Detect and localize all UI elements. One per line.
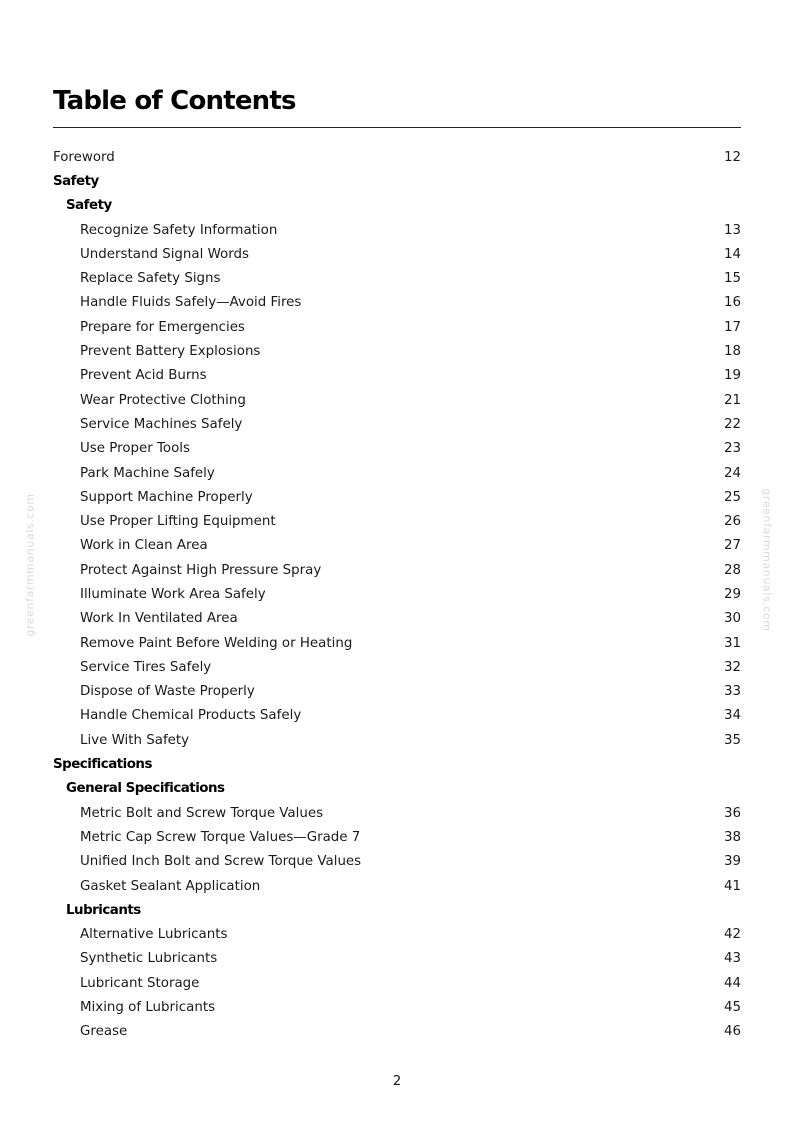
- toc-entry-page-number: 46: [723, 1024, 741, 1040]
- toc-entry[interactable]: [53, 242, 741, 266]
- toc-entry-label: Replace Safety Signs: [80, 271, 221, 287]
- toc-entry-page-number: 18: [723, 344, 741, 360]
- toc-entry-label: Safety: [66, 198, 112, 214]
- toc-entry[interactable]: [53, 485, 741, 509]
- toc-entry-label: Prevent Acid Burns: [80, 368, 207, 384]
- toc-entry[interactable]: [53, 266, 741, 290]
- toc-entry-label: Remove Paint Before Welding or Heating: [80, 635, 353, 651]
- toc-entry-label: Grease: [80, 1024, 128, 1040]
- toc-entry-page-number: 26: [723, 514, 741, 530]
- toc-entry[interactable]: [53, 971, 741, 995]
- toc-entry-page-number: 44: [723, 975, 741, 991]
- toc-entry-page-number: 16: [723, 295, 741, 311]
- toc-entry-label: Live With Safety: [80, 732, 190, 748]
- toc-entry-page-number: 36: [723, 805, 741, 821]
- toc-entry[interactable]: [53, 728, 741, 752]
- toc-entry-page-number: 34: [723, 708, 741, 724]
- toc-entry-label: Wear Protective Clothing: [80, 392, 246, 408]
- toc-entry-page-number: 19: [723, 368, 741, 384]
- toc-entry[interactable]: [53, 558, 741, 582]
- toc-entry[interactable]: [53, 339, 741, 363]
- toc-entry-label: Work in Clean Area: [80, 538, 208, 554]
- toc-entry[interactable]: [53, 850, 741, 874]
- toc-entry-label: Synthetic Lubricants: [80, 951, 218, 967]
- toc-entry[interactable]: [53, 582, 741, 606]
- toc-entry-label: Support Machine Properly: [80, 489, 253, 505]
- toc-entry[interactable]: [53, 995, 741, 1019]
- toc-entry-label: Prevent Battery Explosions: [80, 344, 261, 360]
- toc-entry-label: Foreword: [53, 149, 115, 165]
- toc-entry-page-number: 41: [723, 878, 741, 894]
- toc-entry-label: Lubricants: [66, 902, 141, 918]
- toc-entry-page-number: 30: [723, 611, 741, 627]
- toc-section-heading: [53, 194, 741, 218]
- page-title: Table of Contents: [53, 86, 296, 116]
- toc-entry-page-number: 17: [723, 319, 741, 335]
- toc-entry[interactable]: [53, 412, 741, 436]
- toc-entry[interactable]: [53, 655, 741, 679]
- toc-entry[interactable]: [53, 534, 741, 558]
- toc-entry-label: Alternative Lubricants: [80, 927, 228, 943]
- toc-entry-page-number: 31: [723, 635, 741, 651]
- toc-entry-label: Unified Inch Bolt and Screw Torque Values: [80, 854, 362, 870]
- toc-entry-page-number: 42: [723, 927, 741, 943]
- toc-entry-label: Metric Cap Screw Torque Values—Grade 7: [80, 829, 361, 845]
- toc-entry-label: Handle Fluids Safely—Avoid Fires: [80, 295, 302, 311]
- toc-entry-page-number: 45: [723, 1000, 741, 1016]
- toc-entry[interactable]: [53, 461, 741, 485]
- table-of-contents: [53, 145, 741, 1044]
- toc-entry[interactable]: [53, 388, 741, 412]
- toc-entry-label: Metric Bolt and Screw Torque Values: [80, 805, 324, 821]
- toc-entry-page-number: 21: [723, 392, 741, 408]
- toc-entry[interactable]: [53, 437, 741, 461]
- toc-entry-page-number: 35: [723, 732, 741, 748]
- toc-entry-page-number: 22: [723, 416, 741, 432]
- toc-entry[interactable]: [53, 145, 741, 169]
- toc-entry-label: Mixing of Lubricants: [80, 1000, 216, 1016]
- toc-entry[interactable]: [53, 801, 741, 825]
- toc-entry[interactable]: [53, 947, 741, 971]
- toc-entry-label: Park Machine Safely: [80, 465, 215, 481]
- toc-entry-label: Gasket Sealant Application: [80, 878, 261, 894]
- toc-entry[interactable]: [53, 607, 741, 631]
- toc-entry-label: Specifications: [53, 757, 152, 773]
- toc-entry-label: Service Tires Safely: [80, 659, 212, 675]
- toc-entry-label: General Specifications: [66, 781, 225, 797]
- toc-entry-label: Dispose of Waste Properly: [80, 684, 255, 700]
- toc-section-heading: [53, 169, 741, 193]
- toc-entry[interactable]: [53, 291, 741, 315]
- toc-entry-label: Prepare for Emergencies: [80, 319, 245, 335]
- toc-entry[interactable]: [53, 704, 741, 728]
- page-number: 2: [392, 1074, 402, 1089]
- toc-entry-label: Lubricant Storage: [80, 975, 200, 991]
- toc-entry-label: Use Proper Tools: [80, 441, 191, 457]
- toc-entry[interactable]: [53, 825, 741, 849]
- watermark-left: greenfarmmanuals.com: [23, 493, 37, 637]
- toc-section-heading: [53, 898, 741, 922]
- toc-entry-page-number: 25: [723, 489, 741, 505]
- toc-entry[interactable]: [53, 509, 741, 533]
- toc-entry-label: Work In Ventilated Area: [80, 611, 238, 627]
- toc-entry-label: Recognize Safety Information: [80, 222, 278, 238]
- toc-entry-page-number: 23: [723, 441, 741, 457]
- toc-entry[interactable]: [53, 218, 741, 242]
- toc-entry-label: Use Proper Lifting Equipment: [80, 514, 276, 530]
- toc-entry[interactable]: [53, 1020, 741, 1044]
- toc-entry-page-number: 13: [723, 222, 741, 238]
- toc-section-heading: [53, 777, 741, 801]
- toc-entry-page-number: 12: [723, 149, 741, 165]
- toc-entry-label: Understand Signal Words: [80, 246, 249, 262]
- toc-entry-page-number: 32: [723, 659, 741, 675]
- toc-entry[interactable]: [53, 315, 741, 339]
- toc-entry-page-number: 24: [723, 465, 741, 481]
- toc-entry-label: Illuminate Work Area Safely: [80, 586, 266, 602]
- toc-entry-label: Service Machines Safely: [80, 416, 243, 432]
- watermark-right: greenfarmmanuals.com: [760, 488, 774, 632]
- toc-entry[interactable]: [53, 923, 741, 947]
- toc-entry-page-number: 38: [723, 829, 741, 845]
- toc-entry[interactable]: [53, 874, 741, 898]
- toc-entry-label: Protect Against High Pressure Spray: [80, 562, 322, 578]
- toc-entry[interactable]: [53, 680, 741, 704]
- toc-entry[interactable]: [53, 364, 741, 388]
- toc-entry-page-number: 28: [723, 562, 741, 578]
- toc-entry[interactable]: [53, 631, 741, 655]
- toc-entry-page-number: 14: [723, 246, 741, 262]
- toc-entry-page-number: 33: [723, 684, 741, 700]
- toc-entry-label: Safety: [53, 173, 99, 189]
- title-divider: [53, 127, 741, 128]
- toc-entry-page-number: 43: [723, 951, 741, 967]
- toc-entry-page-number: 39: [723, 854, 741, 870]
- toc-section-heading: [53, 752, 741, 776]
- toc-entry-label: Handle Chemical Products Safely: [80, 708, 302, 724]
- toc-entry-page-number: 29: [723, 586, 741, 602]
- toc-entry-page-number: 27: [723, 538, 741, 554]
- toc-entry-page-number: 15: [723, 271, 741, 287]
